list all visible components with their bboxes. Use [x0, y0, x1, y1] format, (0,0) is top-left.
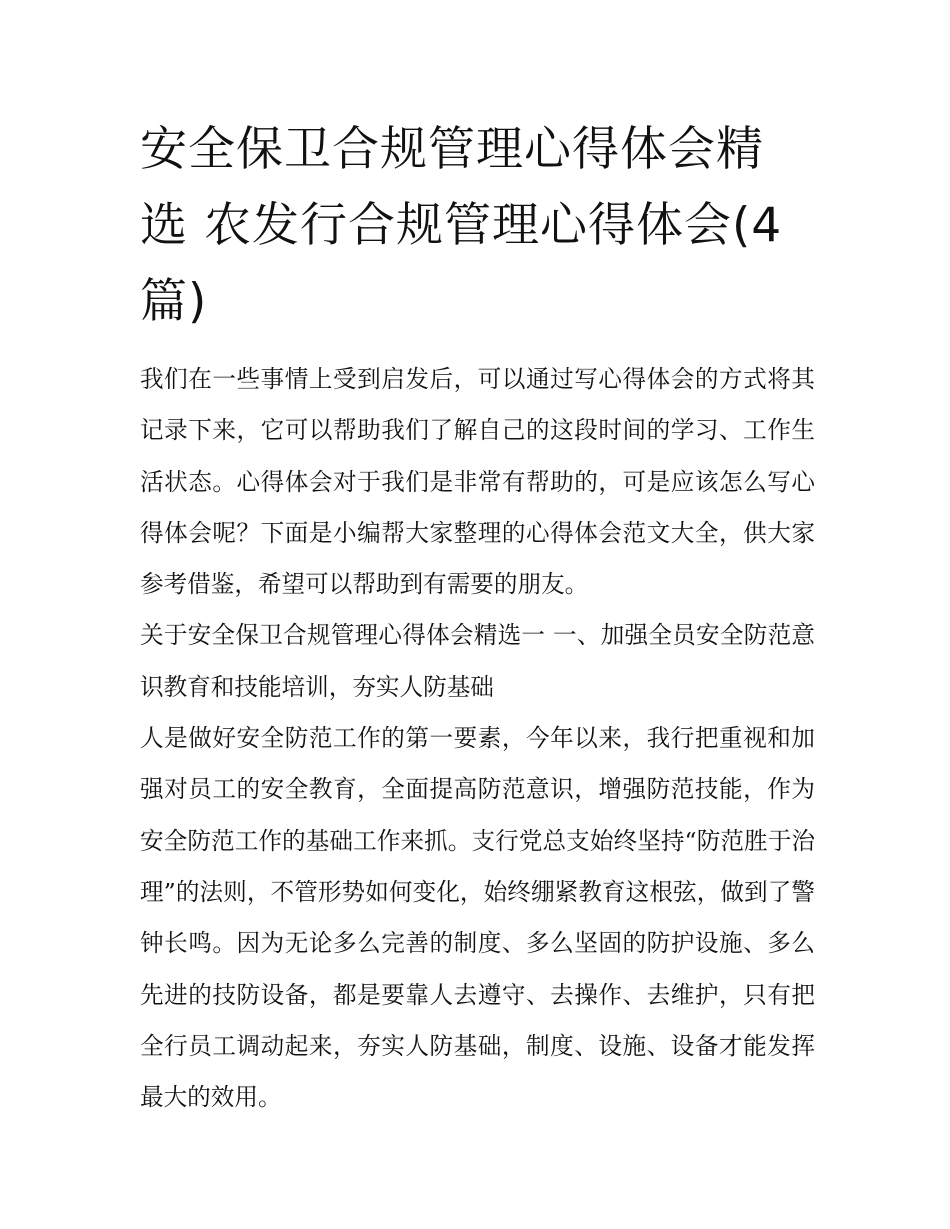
page-title: 安全保卫合规管理心得体会精选 农发行合规管理心得体会(4篇) [140, 122, 783, 329]
intro-paragraph: 我们在一些事情上受到启发后，可以通过写心得体会的方式将其记录下来，它可以帮助我们了解自己的这段时间的学习、工作生活状态。心得体会对于我们是非常有帮助的，可是应该怎么写心得体会呢？下面是小编帮大家整理的心得体会范文大全，供大家参考借鉴，希望可以帮助到有需要的朋友。 [140, 365, 815, 599]
document-body [140, 354, 815, 1123]
section-heading-paragraph: 关于安全保卫合规管理心得体会精选一 一、加强全员安全防范意识教育和技能培训，夯实人防基础 [140, 621, 815, 701]
body-paragraph: 人是做好安全防范工作的第一要素，今年以来，我行把重视和加强对员工的安全教育，全面提高防范意识，增强防范技能，作为安全防范工作的基础工作来抓。支行党总支始终坚持“防范胜于治理”的法则，不管形势如何变化，始终绷紧教育这根弦，做到了警钟长鸣。因为无论多么完善的制度、多么坚固的防护设施、多么先进的技防设备，都是要靠人去遵守、去操作、去维护，只有把全行员工调动起来，夯实人防基础，制度、设施、设备才能发挥最大的效用。 [140, 724, 815, 1112]
